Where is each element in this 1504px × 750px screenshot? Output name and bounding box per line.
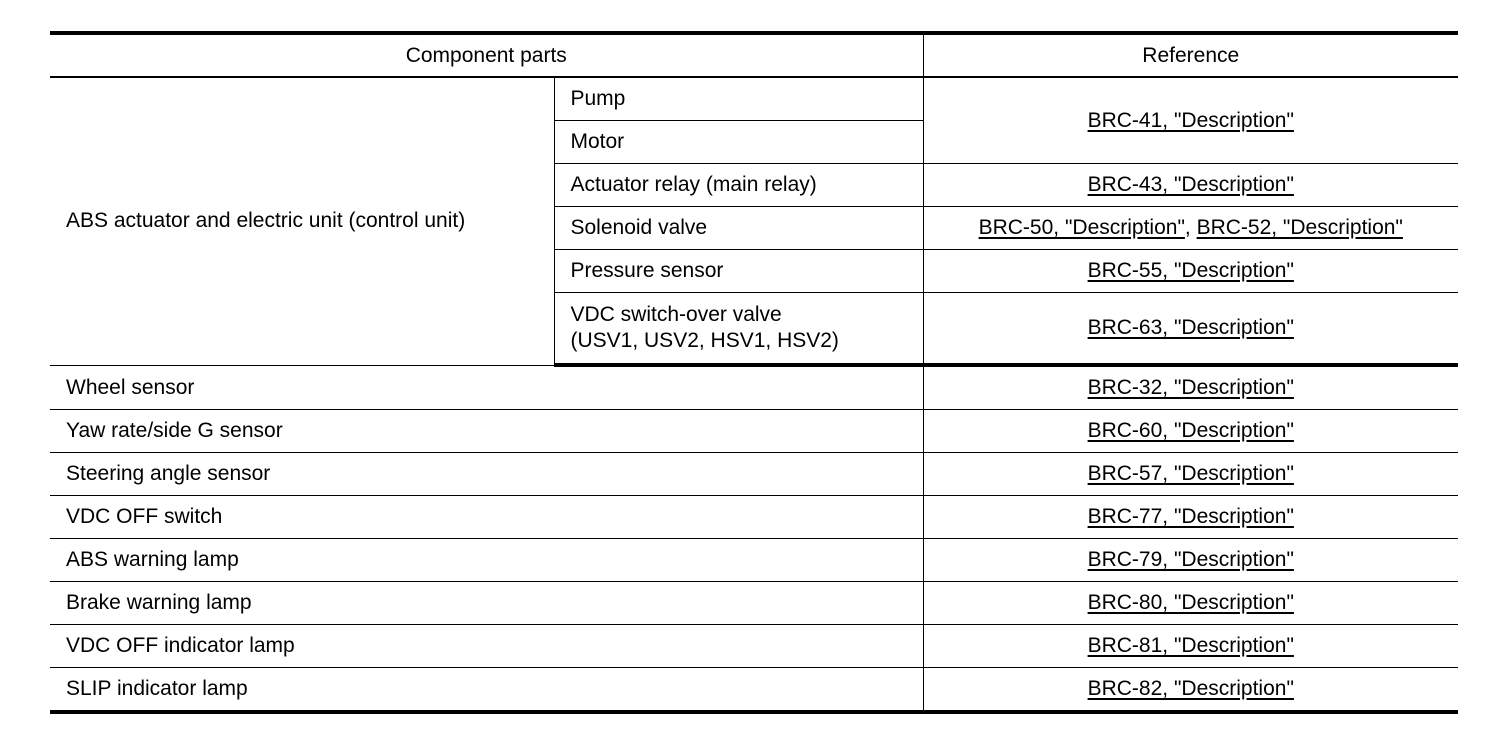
table-header-row	[50, 33, 1458, 77]
group-label-abs-actuator: ABS actuator and electric unit (control unit)	[50, 77, 554, 365]
reference-cell	[923, 582, 1458, 625]
reference-separator: ,	[1184, 216, 1197, 239]
component-name: ABS warning lamp	[50, 539, 923, 582]
subpart-actuator-relay: Actuator relay (main relay)	[554, 164, 923, 207]
reference-cell	[923, 453, 1458, 496]
reference-cell	[923, 539, 1458, 582]
reference-cell	[923, 293, 1458, 366]
reference-cell	[923, 410, 1458, 453]
component-name: SLIP indicator lamp	[50, 668, 923, 713]
reference-cell	[923, 207, 1458, 250]
reference-link[interactable]: BRC-57, "Description"	[1087, 462, 1294, 485]
component-name: Yaw rate/side G sensor	[50, 410, 923, 453]
reference-link-brc-52[interactable]: BRC-52, "Description"	[1196, 216, 1403, 239]
header-reference: Reference	[923, 33, 1458, 77]
component-name: Brake warning lamp	[50, 582, 923, 625]
reference-cell	[923, 164, 1458, 207]
table-row	[50, 668, 1458, 713]
reference-cell	[923, 625, 1458, 668]
reference-cell	[923, 365, 1458, 410]
table-row	[50, 365, 1458, 410]
component-name: VDC OFF switch	[50, 496, 923, 539]
reference-link[interactable]: BRC-60, "Description"	[1087, 419, 1294, 442]
reference-link[interactable]: BRC-79, "Description"	[1087, 548, 1294, 571]
subpart-motor: Motor	[554, 121, 923, 164]
reference-cell	[923, 668, 1458, 713]
reference-link[interactable]: BRC-82, "Description"	[1087, 677, 1294, 700]
table-row	[50, 625, 1458, 668]
reference-link[interactable]: BRC-80, "Description"	[1087, 591, 1294, 614]
reference-link-brc-50[interactable]: BRC-50, "Description"	[978, 216, 1185, 239]
subpart-pressure-sensor: Pressure sensor	[554, 250, 923, 293]
reference-cell	[923, 77, 1458, 164]
reference-link-brc-43[interactable]: BRC-43, "Description"	[1087, 173, 1294, 196]
reference-link[interactable]: BRC-32, "Description"	[1087, 376, 1294, 399]
table-row	[50, 410, 1458, 453]
reference-link[interactable]: BRC-81, "Description"	[1087, 634, 1294, 657]
table-row	[50, 77, 1458, 121]
component-name: Steering angle sensor	[50, 453, 923, 496]
table-row	[50, 539, 1458, 582]
reference-cell	[923, 496, 1458, 539]
header-component-parts: Component parts	[50, 33, 923, 77]
reference-link[interactable]: BRC-77, "Description"	[1087, 505, 1294, 528]
reference-link-brc-55[interactable]: BRC-55, "Description"	[1087, 259, 1294, 282]
subpart-solenoid-valve: Solenoid valve	[554, 207, 923, 250]
table-row	[50, 453, 1458, 496]
component-reference-table	[50, 31, 1458, 714]
reference-cell	[923, 250, 1458, 293]
subpart-vdc-switch-over-valve: VDC switch-over valve (USV1, USV2, HSV1, HSV2)	[554, 293, 923, 366]
table-row	[50, 496, 1458, 539]
table-row	[50, 582, 1458, 625]
reference-link-brc-63[interactable]: BRC-63, "Description"	[1087, 316, 1294, 339]
component-name: VDC OFF indicator lamp	[50, 625, 923, 668]
component-name: Wheel sensor	[50, 365, 923, 410]
simple-rows	[50, 365, 1458, 712]
subpart-pump: Pump	[554, 77, 923, 121]
reference-link-brc-41[interactable]: BRC-41, "Description"	[1087, 108, 1294, 132]
